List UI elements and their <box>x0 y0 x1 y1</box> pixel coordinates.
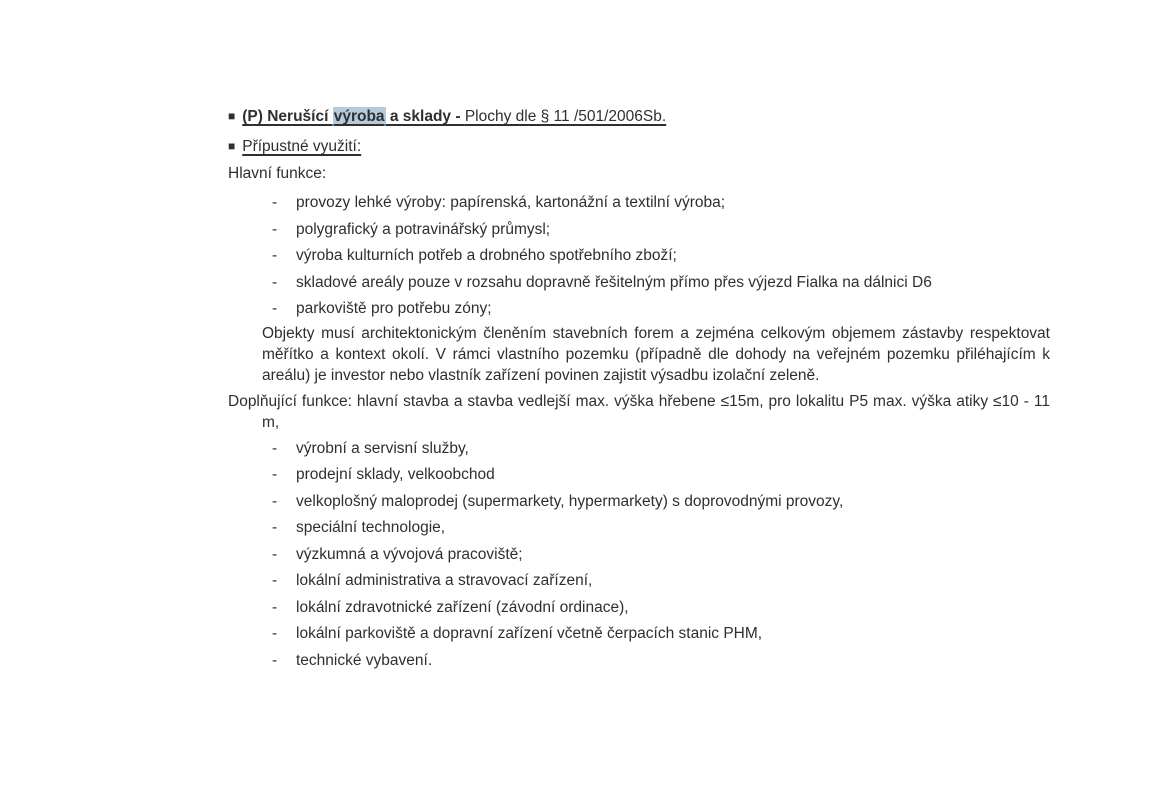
list-item <box>228 296 1050 323</box>
dash-bullet-icon: - <box>272 247 278 264</box>
permissible-use-label: Přípustné využití: <box>242 138 362 155</box>
list-item <box>228 542 1050 569</box>
list-item-text: velkoplošný maloprodej (supermarkety, hypermarkety) s doprovodnými provozy, <box>296 492 844 510</box>
dash-bullet-icon: - <box>272 273 278 291</box>
architecture-paragraph: Objekty musí architektonickým členěním stavebních forem a zejména celkovým objemem zástavby respektovat měřítko a kontext okolí. V rámci vlastního pozemku (případně dle dohody na veřejném pozemku přiléhajícím k areálu) je investor nebo vlastník zařízení povinen zajistit výsadbu izolační zeleně. <box>262 324 1050 384</box>
list-item-text: provozy lehké výroby: papírenská, kartonážní a textilní výroba; <box>296 194 726 211</box>
dash-bullet-icon: - <box>272 220 278 238</box>
list-item <box>228 190 1050 217</box>
heading-bold-prefix: (P) Nerušící <box>242 108 333 125</box>
dash-bullet-icon: - <box>272 300 278 317</box>
section-heading <box>228 107 1050 127</box>
list-item-text: výrobní a servisní služby, <box>296 439 469 457</box>
dash-bullet-icon: - <box>272 572 278 589</box>
dash-bullet-icon: - <box>272 466 278 483</box>
document-page <box>228 107 1050 674</box>
list-item-text: skladové areály pouze v rozsahu dopravně řešitelným přímo přes výjezd Fialka na dálnici D6 <box>296 273 932 291</box>
dash-bullet-icon: - <box>272 598 278 616</box>
list-item <box>228 568 1050 595</box>
dash-bullet-icon: - <box>272 439 278 457</box>
supplementary-function-list <box>228 436 1050 675</box>
list-item-text: lokální parkoviště a dopravní zařízení včetně čerpacích stanic PHM, <box>296 625 763 642</box>
list-item <box>228 489 1050 516</box>
list-item <box>228 436 1050 463</box>
search-highlight: výroba <box>333 108 385 125</box>
list-item <box>228 270 1050 297</box>
list-item <box>228 648 1050 675</box>
list-item-text: parkoviště pro potřebu zóny; <box>296 300 492 317</box>
list-item <box>228 243 1050 270</box>
list-item-text: prodejní sklady, velkoobchod <box>296 466 495 483</box>
list-item-text: technické vybavení. <box>296 651 433 669</box>
list-item <box>228 515 1050 542</box>
supplementary-function-paragraph: Doplňující funkce: hlavní stavba a stavba vedlejší max. výška hřebene ≤15m, pro lokalitu P5 max. výška atiky ≤10 - 11 m, <box>228 392 1050 431</box>
dash-bullet-icon: - <box>272 519 278 536</box>
list-item-text: lokální administrativa a stravovací zařízení, <box>296 572 593 589</box>
main-function-label: Hlavní funkce: <box>228 165 327 182</box>
dash-bullet-icon: - <box>272 651 278 669</box>
list-item-text: polygrafický a potravinářský průmysl; <box>296 220 551 238</box>
list-item-text: výzkumná a vývojová pracoviště; <box>296 545 523 563</box>
list-item <box>228 217 1050 244</box>
list-item <box>228 621 1050 648</box>
dash-bullet-icon: - <box>272 194 278 211</box>
list-item <box>228 462 1050 489</box>
list-item-text: výroba kulturních potřeb a drobného spotřebního zboží; <box>296 247 677 264</box>
heading-bold-suffix: a sklady - <box>385 108 465 125</box>
square-bullet-icon: ■ <box>228 109 236 123</box>
list-item-text: lokální zdravotnické zařízení (závodní ordinace), <box>296 598 629 616</box>
dash-bullet-icon: - <box>272 545 278 563</box>
dash-bullet-icon: - <box>272 625 278 642</box>
list-item <box>228 595 1050 622</box>
main-function-list <box>228 190 1050 323</box>
dash-bullet-icon: - <box>272 492 278 510</box>
heading-regular-text: Plochy dle § 11 /501/2006Sb. <box>464 108 667 125</box>
list-item-text: speciální technologie, <box>296 519 446 536</box>
square-bullet-icon: ■ <box>228 139 236 153</box>
permissible-use-heading <box>228 137 1050 157</box>
